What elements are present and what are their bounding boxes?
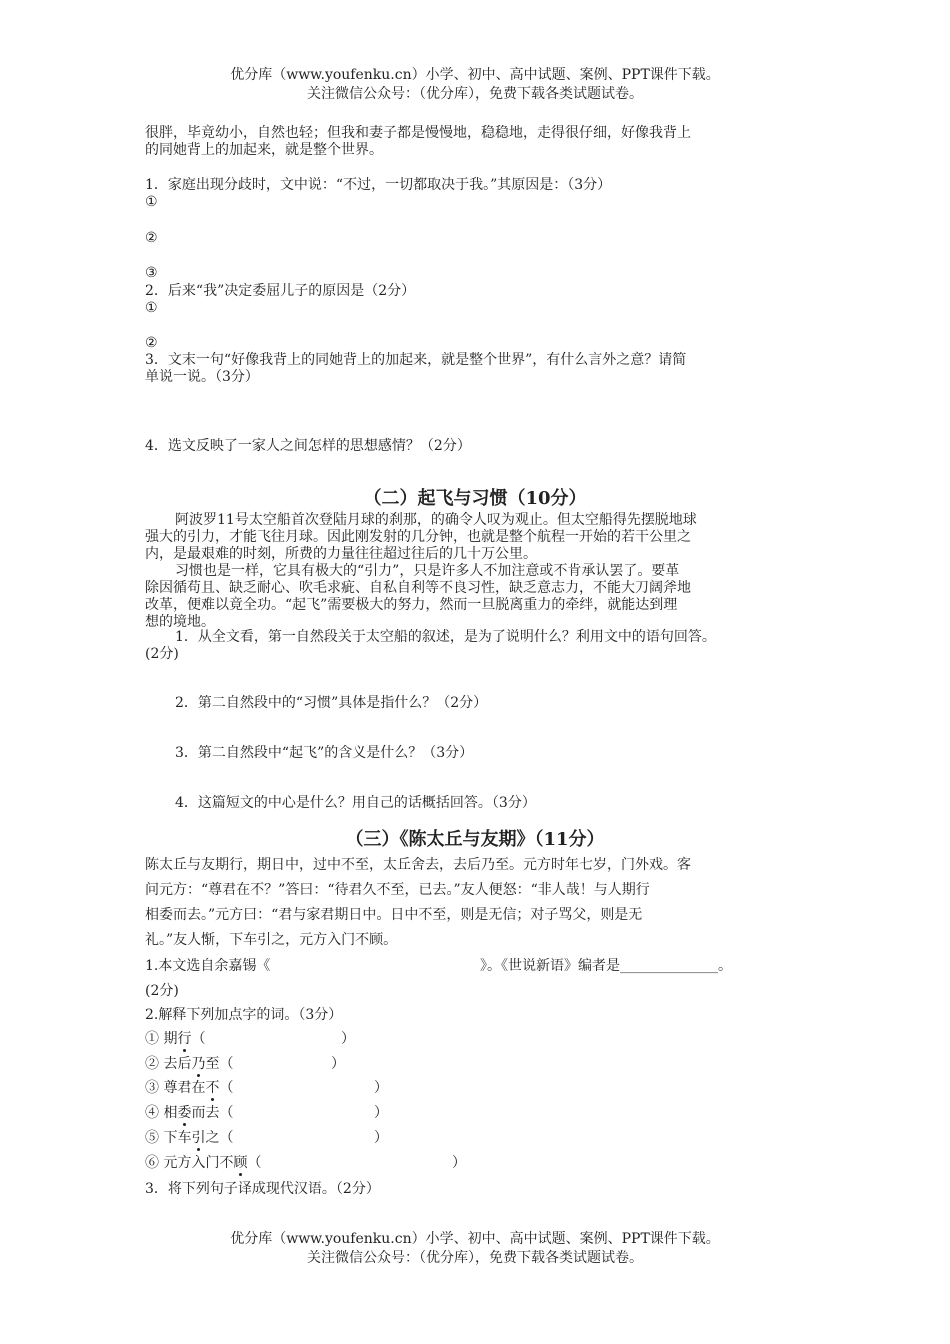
list-item	[145, 1155, 261, 1172]
answer-marker: ①	[145, 194, 158, 210]
question-1-blank: 》。《世说新语》编者是______________。	[480, 958, 732, 974]
passage-line: 问元方：“尊君在不？”答曰：“待君久不至，已去。”友人便怒：“非人哉！与人期行	[145, 882, 650, 898]
passage-line: 相委而去。”元方曰：“君与家君期日中。日中不至，则是无信；对子骂父，则是无	[145, 907, 643, 923]
question-3: 3．第二自然段中“起飞”的含义是什么？（3分）	[175, 745, 474, 761]
answer-marker: ②	[145, 335, 158, 351]
question-3: 3．文末一句“好像我背上的同她背上的加起来，就是整个世界”，有什么言外之意？请简	[145, 352, 687, 368]
answer-marker: ③	[145, 265, 158, 281]
dotted-char: 乃	[191, 1056, 206, 1072]
question-2: 2．后来“我”决定委屈儿子的原因是（2分）	[145, 283, 416, 299]
dotted-char: 不	[205, 1080, 220, 1096]
question-4: 4．这篇短文的中心是什么？用自己的话概括回答。（3分）	[175, 795, 536, 811]
footer-line-2: 关注微信公众号：（优分库），免费下载各类试题试卷。	[307, 1250, 643, 1266]
dotted-char: 行	[177, 1031, 192, 1047]
question-1-score: (2分)	[145, 983, 179, 999]
section-title: （三）《陈太丘与友期》（11分）	[345, 829, 605, 850]
list-item	[145, 1056, 233, 1073]
header-line-2: 关注微信公众号：（优分库），免费下载各类试题试卷。	[307, 86, 643, 102]
paren-close: ）	[341, 1031, 355, 1047]
dotted-char: 委	[177, 1105, 192, 1121]
paren-close: ）	[452, 1155, 466, 1171]
passage-line: 陈太丘与友期行，期日中，过中不至，太丘舍去，去后乃至。元方时年七岁，门外戏。客	[145, 857, 691, 873]
passage-line: 很胖，毕竟幼小，自然也轻；但我和妻子都是慢慢地，稳稳地，走得很仔细，好像我背上	[145, 125, 691, 141]
item-text: 之（	[205, 1130, 234, 1146]
list-item	[145, 1031, 205, 1048]
passage-line: 想的境地。	[145, 614, 215, 630]
dotted-char: 顾	[233, 1155, 248, 1171]
item-text: ③ 尊君在	[145, 1080, 206, 1096]
question-2: 2.解释下列加点字的词。（3分）	[145, 1007, 343, 1023]
header-line-1: 优分库（www.youfenku.cn）小学、初中、高中试题、案例、PPT课件下载。	[230, 67, 720, 83]
question-1: 1.本文选自余嘉锡《	[145, 958, 271, 974]
item-text: （	[191, 1031, 206, 1047]
list-item	[145, 1080, 233, 1097]
item-text: 至（	[205, 1056, 234, 1072]
item-text: ④ 相	[145, 1105, 178, 1121]
answer-marker: ②	[145, 230, 158, 246]
item-text: ⑤ 下车	[145, 1130, 192, 1146]
footer-line-1: 优分库（www.youfenku.cn）小学、初中、高中试题、案例、PPT课件下载。	[230, 1231, 720, 1247]
item-text: ② 去后	[145, 1056, 192, 1072]
paren-close: ）	[374, 1105, 388, 1121]
question-4: 4．选文反映了一家人之间怎样的思想感情？（2分）	[145, 438, 471, 454]
list-item	[145, 1105, 233, 1122]
list-item	[145, 1130, 233, 1147]
item-text: （	[247, 1155, 262, 1171]
paren-close: ）	[374, 1080, 388, 1096]
passage-line: 阿波罗11号太空船首次登陆月球的刹那，的确令人叹为观止。但太空船得先摆脱地球	[175, 512, 697, 528]
section-title: （二）起飞与习惯（10分）	[363, 488, 587, 509]
passage-line: 强大的引力，才能飞往月球。因此刚发射的几分钟，也就是整个航程一开始的若干公里之	[145, 529, 691, 545]
passage-line: 改革，便难以竟全功。“起飞”需要极大的努力，然而一旦脱离重力的牵绊，就能达到理	[145, 597, 678, 613]
passage-line: 礼。”友人惭，下车引之，元方入门不顾。	[145, 932, 398, 948]
item-text: ⑥ 元方入门不	[145, 1155, 234, 1171]
item-text: 而去（	[191, 1105, 234, 1121]
passage-line: 除因循苟且、缺乏耐心、吹毛求疵、自私自利等不良习性，缺乏意志力，不能大刀阔斧地	[145, 580, 691, 596]
dotted-char: 引	[191, 1130, 206, 1146]
answer-marker: ①	[145, 300, 158, 316]
passage-line: 内，是最艰难的时刻，所费的力量往往超过往后的几十万公里。	[145, 546, 537, 562]
question-3: 3．将下列句子译成现代汉语。（2分）	[145, 1181, 380, 1197]
passage-line: 习惯也是一样，它具有极大的“引力”，只是许多人不加注意或不肯承认罢了。要革	[175, 563, 680, 579]
passage-line: 的同她背上的加起来，就是整个世界。	[145, 142, 383, 158]
paren-close: ）	[374, 1130, 388, 1146]
item-text: ① 期	[145, 1031, 178, 1047]
question-1: 1．家庭出现分歧时，文中说：“不过，一切都取决于我。”其原因是：（3分）	[145, 177, 612, 193]
question-2: 2．第二自然段中的“习惯”具体是指什么？（2分）	[175, 695, 488, 711]
question-3-cont: 单说一说。（3分）	[145, 369, 259, 385]
question-1-cont: (2分)	[145, 646, 179, 662]
question-1: 1．从全文看，第一自然段关于太空船的叙述，是为了说明什么？利用文中的语句回答。	[175, 629, 716, 645]
item-text: （	[219, 1080, 234, 1096]
paren-close: ）	[331, 1056, 345, 1072]
